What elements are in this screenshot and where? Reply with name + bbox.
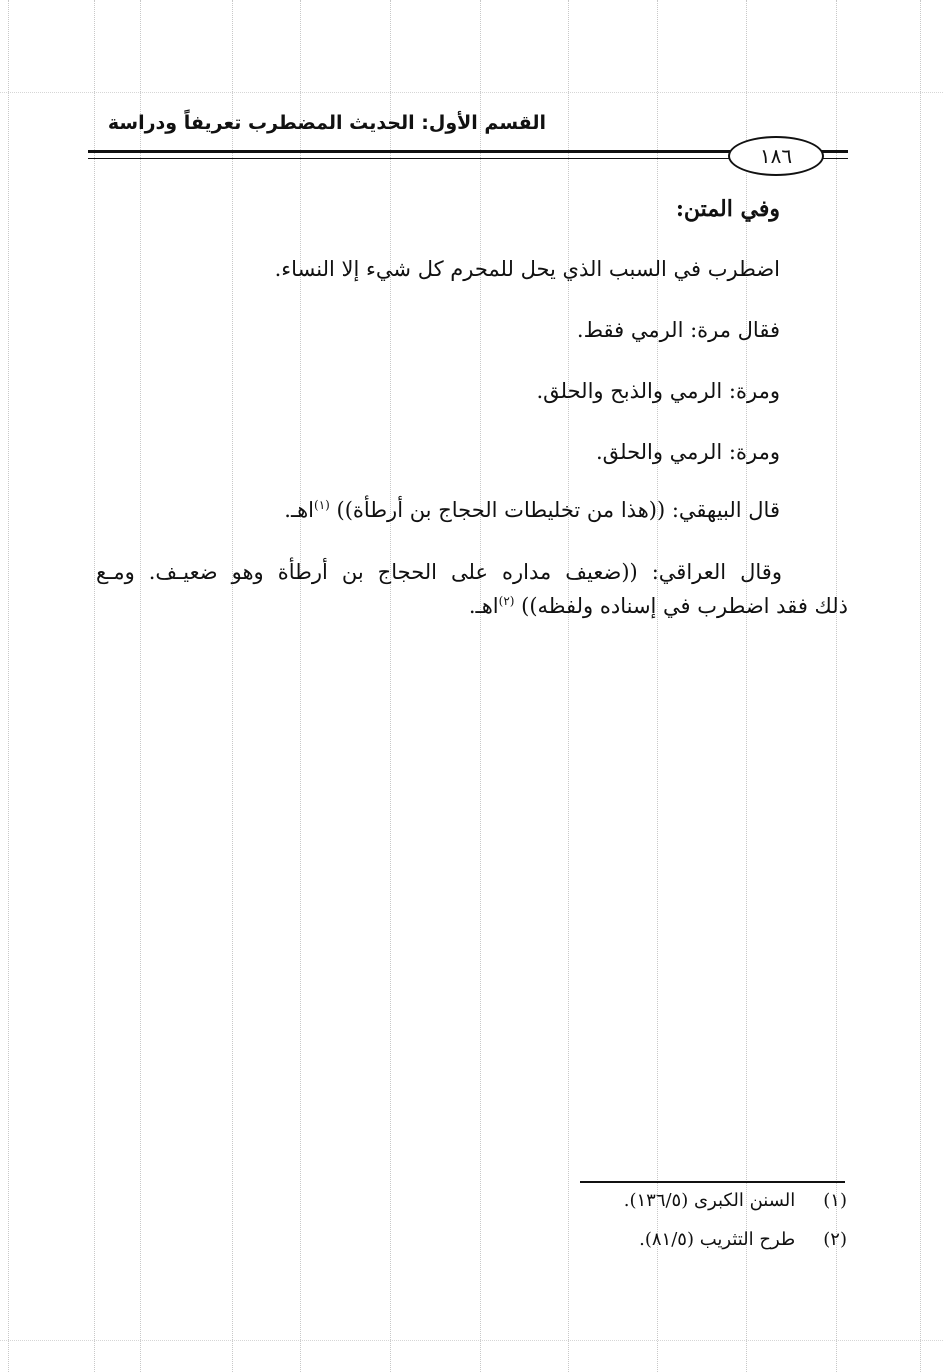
footnote-text: السنن الكبرى (١٣٦/٥). — [623, 1190, 796, 1211]
page-number: ١٨٦ — [728, 136, 824, 176]
quote-text: ذلك فقد اضطرب في إسناده ولفظه)) — [521, 594, 848, 618]
paragraph: اضطرب في السبب الذي يحل للمحرم كل شيء إلا النساء. — [274, 257, 780, 281]
quote-text: قال البيهقي: ((هذا من تخليطات الحجاج بن أرطأة)) — [336, 498, 780, 522]
quote-paragraph — [96, 555, 848, 623]
footnote-ref: (١) — [314, 498, 330, 512]
paragraph: ومرة: الرمي والحلق. — [595, 440, 780, 464]
section-heading: وفي المتن: — [675, 196, 780, 222]
quote-line — [96, 589, 848, 623]
scan-guide-line — [8, 0, 9, 1372]
footnote-ref: (٢) — [498, 594, 515, 608]
footnote-number: (١) — [823, 1190, 847, 1211]
scan-guide-line — [0, 92, 943, 93]
quote-paragraph — [90, 493, 780, 527]
footnote-separator — [580, 1181, 845, 1183]
footnote — [639, 1226, 847, 1254]
scan-guide-line — [836, 0, 837, 1372]
quote-tail: اهـ. — [468, 594, 499, 618]
quote-line: وقال العراقي: ((ضعيف مداره على الحجاج بن أرطأة وهو ضعيـف. ومـع — [96, 560, 782, 584]
header-rule — [88, 150, 730, 153]
header-rule — [88, 158, 730, 159]
footnote — [624, 1187, 847, 1215]
footnote-number: (٢) — [823, 1229, 847, 1250]
paragraph: فقال مرة: الرمي فقط. — [576, 318, 780, 342]
scan-guide-line — [0, 1340, 943, 1341]
footnote-text: طرح التثريب (٨١/٥). — [639, 1229, 796, 1250]
page-header — [88, 108, 848, 178]
paragraph: ومرة: الرمي والذبح والحلق. — [536, 379, 780, 403]
scan-guide-line — [920, 0, 921, 1372]
running-title: القسم الأول: الحديث المضطرب تعريفاً ودراسة — [107, 112, 546, 134]
quote-tail: اهـ. — [284, 498, 315, 522]
